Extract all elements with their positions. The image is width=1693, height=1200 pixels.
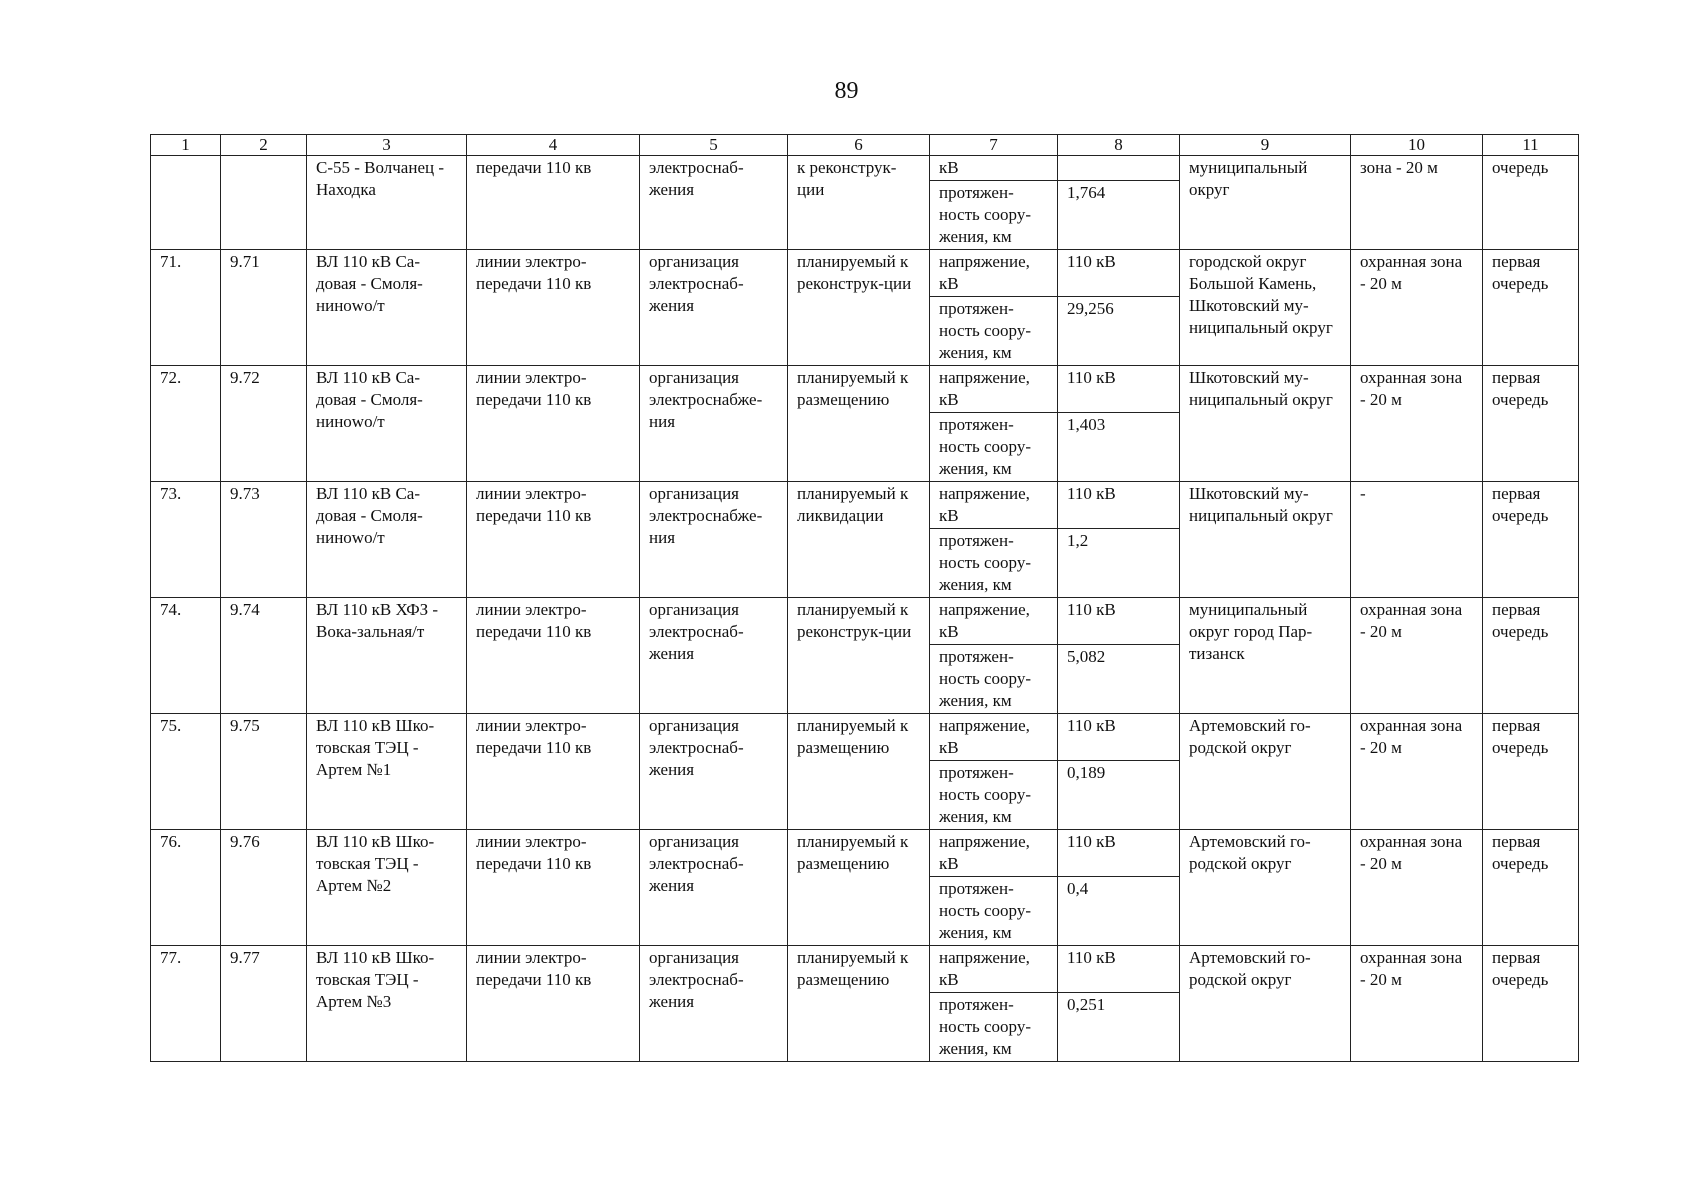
cell-purpose: организация электроснаб-жения — [640, 714, 788, 830]
cell-param-label: напряжение, кВ — [930, 714, 1058, 761]
cell-zone: охранная зона - 20 м — [1351, 946, 1483, 1062]
cell-param-value: 1,2 — [1058, 529, 1180, 598]
cell-code: 9.74 — [221, 598, 307, 714]
cell-name: С-55 - Волчанец - Находка — [307, 156, 467, 250]
cell-name: ВЛ 110 кВ Шко-товская ТЭЦ - Артем №3 — [307, 946, 467, 1062]
cell-name: ВЛ 110 кВ Шко-товская ТЭЦ - Артем №1 — [307, 714, 467, 830]
cell-type: линии электро-передачи 110 кв — [467, 946, 640, 1062]
cell-purpose: электроснаб-жения — [640, 156, 788, 250]
cell-code: 9.77 — [221, 946, 307, 1062]
cell-type: линии электро-передачи 110 кв — [467, 250, 640, 366]
cell-location: муниципальный округ — [1180, 156, 1351, 250]
cell-zone: охранная зона - 20 м — [1351, 366, 1483, 482]
cell-type: линии электро-передачи 110 кв — [467, 366, 640, 482]
cell-stage: первая очередь — [1483, 482, 1579, 598]
cell-code — [221, 156, 307, 250]
cell-param-value: 0,4 — [1058, 877, 1180, 946]
cell-no: 72. — [151, 366, 221, 482]
header-row — [151, 135, 1579, 156]
cell-type: линии электро-передачи 110 кв — [467, 482, 640, 598]
cell-location: Артемовский го-родской округ — [1180, 830, 1351, 946]
col-header: 3 — [307, 135, 467, 156]
cell-param-value: 5,082 — [1058, 645, 1180, 714]
cell-no: 74. — [151, 598, 221, 714]
cell-status: планируемый к ликвидации — [788, 482, 930, 598]
cell-stage: первая очередь — [1483, 714, 1579, 830]
col-header: 11 — [1483, 135, 1579, 156]
cell-code: 9.73 — [221, 482, 307, 598]
cell-no — [151, 156, 221, 250]
cell-zone: охранная зона - 20 м — [1351, 250, 1483, 366]
cell-param-value: 1,403 — [1058, 413, 1180, 482]
cell-no: 77. — [151, 946, 221, 1062]
facilities-table — [150, 134, 1579, 1062]
cell-zone: охранная зона - 20 м — [1351, 830, 1483, 946]
cell-purpose: организация электроснаб-жения — [640, 830, 788, 946]
col-header: 5 — [640, 135, 788, 156]
col-header: 6 — [788, 135, 930, 156]
cell-param-value: 110 кВ — [1058, 830, 1180, 877]
cell-code: 9.75 — [221, 714, 307, 830]
col-header: 1 — [151, 135, 221, 156]
cell-status: к реконструк-ции — [788, 156, 930, 250]
cell-purpose: организация электроснаб-жения — [640, 250, 788, 366]
col-header: 2 — [221, 135, 307, 156]
cell-param-label: протяжен-ность соору-жения, км — [930, 993, 1058, 1062]
cell-zone: охранная зона - 20 м — [1351, 714, 1483, 830]
cell-param-label: протяжен-ность соору-жения, км — [930, 761, 1058, 830]
cell-status: планируемый к реконструк-ции — [788, 598, 930, 714]
cell-param-label: протяжен-ность соору-жения, км — [930, 529, 1058, 598]
cell-stage: первая очередь — [1483, 366, 1579, 482]
cell-param-label: протяжен-ность соору-жения, км — [930, 645, 1058, 714]
cell-location: Артемовский го-родской округ — [1180, 714, 1351, 830]
cell-param-label: напряжение, кВ — [930, 482, 1058, 529]
cell-zone: - — [1351, 482, 1483, 598]
cell-zone: зона - 20 м — [1351, 156, 1483, 250]
cell-name: ВЛ 110 кВ Шко-товская ТЭЦ - Артем №2 — [307, 830, 467, 946]
table-row — [151, 366, 1579, 413]
cell-param-value: 0,189 — [1058, 761, 1180, 830]
col-header: 4 — [467, 135, 640, 156]
cell-param-label: протяжен-ность соору-жения, км — [930, 413, 1058, 482]
cell-param-label: протяжен-ность соору-жения, км — [930, 181, 1058, 250]
page-number: 89 — [834, 78, 859, 104]
cell-type: линии электро-передачи 110 кв — [467, 598, 640, 714]
cell-param-value: 110 кВ — [1058, 598, 1180, 645]
cell-param-value: 110 кВ — [1058, 714, 1180, 761]
table-row — [151, 830, 1579, 877]
cell-param-value: 1,764 — [1058, 181, 1180, 250]
col-header: 7 — [930, 135, 1058, 156]
cell-param-value: 110 кВ — [1058, 946, 1180, 993]
cell-no: 76. — [151, 830, 221, 946]
cell-no: 73. — [151, 482, 221, 598]
cell-no: 75. — [151, 714, 221, 830]
cell-location: Шкотовский му-ниципальный округ — [1180, 366, 1351, 482]
cell-location: Шкотовский му-ниципальный округ — [1180, 482, 1351, 598]
cell-stage: очередь — [1483, 156, 1579, 250]
cell-name: ВЛ 110 кВ Са-довая - Смоля-нинowo/т — [307, 482, 467, 598]
col-header: 9 — [1180, 135, 1351, 156]
cell-param-label: напряжение, кВ — [930, 830, 1058, 877]
table-row — [151, 946, 1579, 993]
cell-name: ВЛ 110 кВ ХФЗ - Вока-зальная/т — [307, 598, 467, 714]
col-header: 8 — [1058, 135, 1180, 156]
cell-location: Артемовский го-родской округ — [1180, 946, 1351, 1062]
cell-status: планируемый к реконструк-ции — [788, 250, 930, 366]
table-row — [151, 598, 1579, 645]
table-row — [151, 714, 1579, 761]
cell-name: ВЛ 110 кВ Са-довая - Смоля-нинowo/т — [307, 366, 467, 482]
cell-code: 9.76 — [221, 830, 307, 946]
cell-param-label: напряжение, кВ — [930, 946, 1058, 993]
cell-location: городской округ Большой Камень, Шкотовский му-ниципальный округ — [1180, 250, 1351, 366]
cell-purpose: организация электроснаб-жения — [640, 598, 788, 714]
cell-purpose: организация электроснабже-ния — [640, 366, 788, 482]
cell-param-label: напряжение, кВ — [930, 366, 1058, 413]
cell-status: планируемый к размещению — [788, 830, 930, 946]
cell-code: 9.72 — [221, 366, 307, 482]
table-row — [151, 482, 1579, 529]
cell-no: 71. — [151, 250, 221, 366]
cell-param-value: 29,256 — [1058, 297, 1180, 366]
cell-param-label: протяжен-ность соору-жения, км — [930, 877, 1058, 946]
cell-type: линии электро-передачи 110 кв — [467, 714, 640, 830]
cell-param-label: кВ — [930, 156, 1058, 181]
cell-param-label: протяжен-ность соору-жения, км — [930, 297, 1058, 366]
cell-code: 9.71 — [221, 250, 307, 366]
cell-stage: первая очередь — [1483, 598, 1579, 714]
cell-purpose: организация электроснабже-ния — [640, 482, 788, 598]
continuation-row — [151, 156, 1579, 181]
cell-location: муниципальный округ город Пар-тизанск — [1180, 598, 1351, 714]
cell-param-value: 110 кВ — [1058, 250, 1180, 297]
cell-param-value: 110 кВ — [1058, 366, 1180, 413]
cell-status: планируемый к размещению — [788, 714, 930, 830]
cell-param-label: напряжение, кВ — [930, 250, 1058, 297]
table-row — [151, 250, 1579, 297]
cell-stage: первая очередь — [1483, 250, 1579, 366]
cell-param-value — [1058, 156, 1180, 181]
cell-status: планируемый к размещению — [788, 946, 930, 1062]
cell-type: передачи 110 кв — [467, 156, 640, 250]
cell-purpose: организация электроснаб-жения — [640, 946, 788, 1062]
cell-status: планируемый к размещению — [788, 366, 930, 482]
cell-param-value: 110 кВ — [1058, 482, 1180, 529]
cell-param-value: 0,251 — [1058, 993, 1180, 1062]
cell-stage: первая очередь — [1483, 946, 1579, 1062]
col-header: 10 — [1351, 135, 1483, 156]
cell-param-label: напряжение, кВ — [930, 598, 1058, 645]
cell-name: ВЛ 110 кВ Са-довая - Смоля-нинowo/т — [307, 250, 467, 366]
cell-stage: первая очередь — [1483, 830, 1579, 946]
cell-type: линии электро-передачи 110 кв — [467, 830, 640, 946]
cell-zone: охранная зона - 20 м — [1351, 598, 1483, 714]
